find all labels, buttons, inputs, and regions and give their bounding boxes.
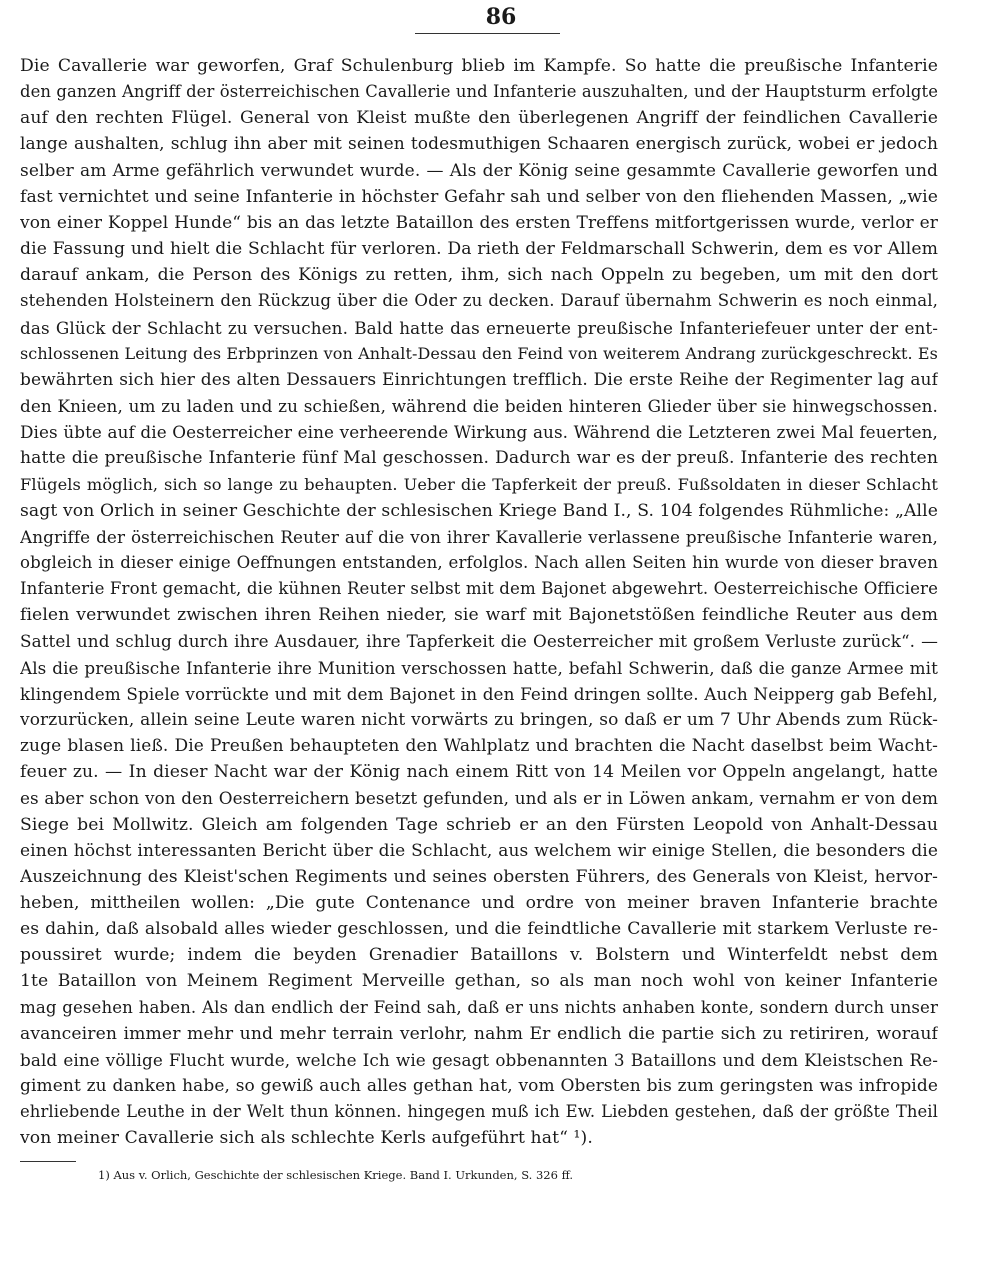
- text-line: schlossenen Leitung des Erbprinzen von Anhalt-Dessau den Feind von weiterem Andrang zurückgeschreckt. Es: [20, 343, 938, 363]
- text-line: sagt von Orlich in seiner Geschichte der schlesischen Kriege Band I., S. 104 folgendes Rühmliche: „Alle: [20, 500, 938, 521]
- page-number: 86: [485, 4, 517, 30]
- text-line: zuge blasen ließ. Die Preußen behaupteten den Wahlplatz und brachten die Nacht daselbst beim Wacht-: [20, 736, 938, 757]
- text-line: Sattel und schlug durch ihre Ausdauer, ihre Tapferkeit die Oesterreicher mit großem Verluste zurück“. —: [20, 631, 938, 652]
- text-line: selber am Arme gefährlich verwundet wurde. — Als der König seine gesammte Cavallerie geworfen und: [20, 160, 938, 181]
- text-line: Angriffe der österreichischen Reuter auf die von ihrer Kavallerie verlassene preußische Infanterie waren,: [20, 526, 938, 547]
- text-line: obgleich in dieser einige Oeffnungen entstanden, erfolglos. Nach allen Seiten hin wurde von dieser braven: [20, 552, 938, 572]
- text-line: lange aushalten, schlug ihn aber mit seinen todesmuthigen Schaaren energisch zurück, wobei er jedoch: [20, 134, 938, 155]
- text-line: Dies übte auf die Oesterreicher eine verheerende Wirkung aus. Während die Letzteren zwei Mal feuerten,: [20, 422, 938, 443]
- text-line: fast vernichtet und seine Infanterie in höchster Gefahr sah und selber von den fliehenden Massen, „wie: [20, 186, 938, 207]
- text-line: einen höchst interessanten Bericht über die Schlacht, aus welchem wir einige Stellen, die besonders die: [20, 840, 938, 861]
- text-line: heben, mittheilen wollen: „Die gute Contenance und ordre von meiner braven Infanterie brachte: [20, 893, 938, 913]
- page-number-rule: [415, 33, 560, 34]
- text-line: den Knieen, um zu laden und zu schießen, während die beiden hinteren Glieder über sie hinwegschossen.: [20, 396, 938, 417]
- text-line: den ganzen Angriff der österreichischen Cavallerie und Infanterie auszuhalten, und der Hauptsturm erfolgte: [20, 82, 938, 102]
- text-line: die Fassung und hielt die Schlacht für verloren. Da rieth der Feldmarschall Schwerin, dem es vor Allem: [20, 239, 938, 260]
- text-line: Die Cavallerie war geworfen, Graf Schulenburg blieb im Kampfe. So hatte die preußische Infanterie: [20, 56, 938, 76]
- text-line: das Glück der Schlacht zu versuchen. Bald hatte das erneuerte preußische Infanteriefeuer unter der ent-: [20, 317, 938, 338]
- text-line: von meiner Cavallerie sich als schlechte Kerls aufgeführt hat“ ¹).: [20, 1128, 593, 1149]
- text-line: es dahin, daß alsobald alles wieder geschlossen, und die feindtliche Cavallerie mit starkem Verluste re-: [20, 919, 938, 940]
- body-text: [20, 53, 938, 1152]
- text-line: es aber schon von den Oesterreichern besetzt gefunden, und als er in Löwen ankam, vernahm er von dem: [20, 788, 938, 809]
- text-line: ehrliebende Leuthe in der Welt thun können. hingegen muß ich Ew. Liebden gestehen, daß der größte Theil: [20, 1102, 938, 1122]
- text-line: fielen verwundet zwischen ihren Reihen nieder, sie warf mit Bajonetstößen feindliche Reuter aus dem: [20, 605, 938, 626]
- text-line: vorzurücken, allein seine Leute waren nicht vorwärts zu bringen, so daß er um 7 Uhr Abends zum Rück-: [20, 709, 938, 730]
- text-line: von einer Koppel Hunde“ bis an das letzte Bataillon des ersten Treffens mitfortgerissen wurde, verlor er: [20, 212, 938, 233]
- text-line: avanceiren immer mehr und mehr terrain verlohr, nahm Er endlich die partie sich zu retiriren, worauf: [20, 1023, 938, 1044]
- text-line: Flügels möglich, sich so lange zu behaupten. Ueber die Tapferkeit der preuß. Fußsoldaten in dieser Schlacht: [20, 474, 938, 494]
- footnote: 1) Aus v. Orlich, Geschichte der schlesischen Kriege. Band I. Urkunden, S. 326 ff.: [98, 1168, 573, 1182]
- text-line: Auszeichnung des Kleist'schen Regiments und seines obersten Führers, des Generals von Kleist, hervor-: [20, 866, 938, 887]
- text-line: feuer zu. — In dieser Nacht war der König nach einem Ritt von 14 Meilen vor Oppeln angelangt, hatte: [20, 762, 938, 783]
- text-line: stehenden Holsteinern den Rückzug über die Oder zu decken. Darauf übernahm Schwerin es noch einmal,: [20, 291, 938, 311]
- text-line: bewährten sich hier des alten Dessauers Einrichtungen trefflich. Die erste Reihe der Regimenter lag auf: [20, 369, 938, 390]
- text-line: giment zu danken habe, so gewiß auch alles gethan hat, vom Obersten bis zum geringsten was infropide: [20, 1076, 938, 1097]
- text-line: auf den rechten Flügel. General von Kleist mußte den überlegenen Angriff der feindlichen Cavallerie: [20, 108, 938, 129]
- text-line: klingendem Spiele vorrückte und mit dem Bajonet in den Feind dringen sollte. Auch Neipperg gab Befehl,: [20, 683, 938, 704]
- text-line: poussiret wurde; indem die beyden Grenadier Bataillons v. Bolstern und Winterfeldt nebst dem: [20, 945, 938, 966]
- text-line: 1te Bataillon von Meinem Regiment Merveille gethan, so als man noch wohl von keiner Infanterie: [20, 971, 938, 992]
- text-line: bald eine völlige Flucht wurde, welche Ich wie gesagt obbenannten 3 Bataillons und dem Kleistschen Re-: [20, 1049, 938, 1070]
- text-line: hatte die preußische Infanterie fünf Mal geschossen. Dadurch war es der preuß. Infanterie des rechten: [20, 448, 938, 469]
- text-line: darauf ankam, die Person des Königs zu retten, ihm, sich nach Oppeln zu begeben, um mit den dort: [20, 265, 938, 286]
- text-line: Als die preußische Infanterie ihre Munition verschossen hatte, befahl Schwerin, daß die ganze Armee mit: [20, 657, 938, 678]
- text-line: mag gesehen haben. Als dan endlich der Feind sah, daß er uns nichts anhaben konte, sondern durch unser: [20, 997, 938, 1017]
- footnote-rule: [20, 1161, 76, 1162]
- text-line: Infanterie Front gemacht, die kühnen Reuter selbst mit dem Bajonet abgewehrt. Oesterreichische Officiere: [20, 579, 938, 599]
- text-line: Siege bei Mollwitz. Gleich am folgenden Tage schrieb er an den Fürsten Leopold von Anhalt-Dessau: [20, 814, 938, 835]
